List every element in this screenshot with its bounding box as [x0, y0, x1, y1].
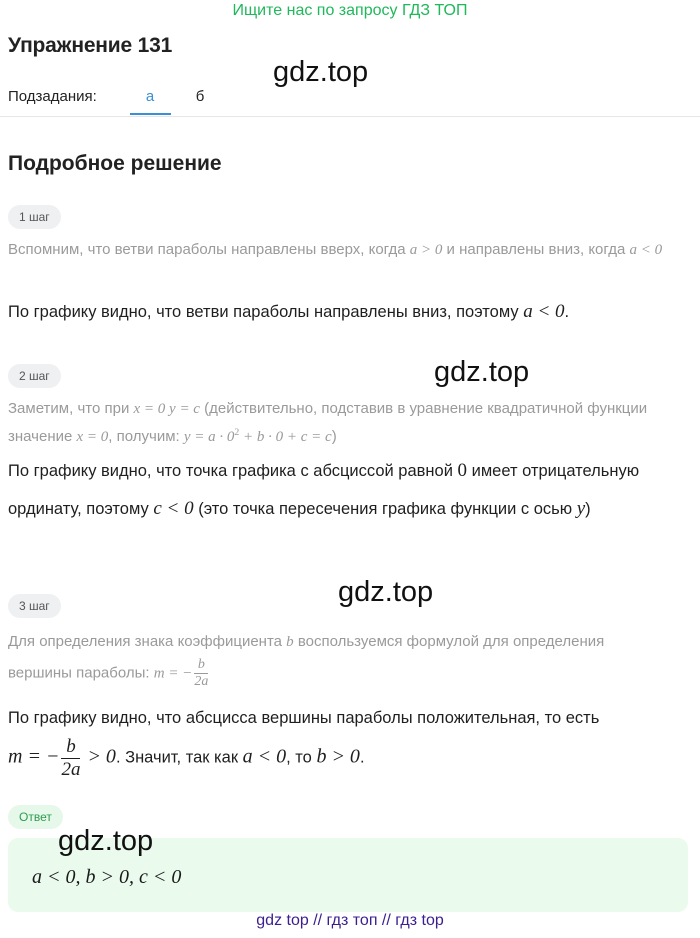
step-3-badge: 3 шаг — [8, 594, 61, 618]
step-3-text: По графику видно, что абсцисса вершины параболы положительная, то есть m = − $\frac{b}{2a}$ > 0. Значит, так как a < 0, то b > 0. — [8, 709, 600, 780]
bottom-links[interactable]: gdz top // гдз топ // гдз top — [256, 912, 444, 929]
top-banner-link[interactable]: Ищите нас по запросу ГДЗ ТОП — [232, 2, 468, 19]
step-1-badge: 1 шаг — [8, 205, 61, 229]
divider — [0, 116, 700, 117]
solution-heading: Подробное решение — [8, 152, 222, 175]
step-2-text: По графику видно, что точка графика с абсциссой равной 0 имеет отрицательную ординату, поэтому c < 0 (это точка пересечения графика функции с осью y) — [8, 460, 640, 519]
step-2-badge: 2 шаг — [8, 364, 61, 388]
active-tab-indicator — [130, 113, 171, 115]
step-3-hint: Для определения знака коэффициента b воспользуемся формулой для определения вершины параболы: m = − $\frac{b}{2a}$ — [8, 633, 605, 690]
watermark: gdz.top — [273, 56, 369, 88]
watermark: gdz.top — [338, 576, 434, 608]
subtask-tab-a[interactable]: а — [145, 88, 155, 105]
subtask-tab-b[interactable]: б — [195, 88, 205, 105]
step-1-hint: Вспомним, что ветви параболы направлены вверх, когда a > 0 и направлены вниз, когда a < 0 — [8, 241, 663, 258]
step-1-text: По графику видно, что ветви параболы направлены вниз, поэтому a < 0. — [8, 301, 570, 322]
step-2-hint: Заметим, что при x = 0 y = c (действительно, подставив в уравнение квадратичной функции значение x = 0, получим: $y = a \cdot 0^2 + b \cdot 0 + c = c$) — [8, 400, 648, 445]
watermark: gdz.top — [58, 825, 154, 857]
page-title: Упражнение 131 — [8, 34, 173, 57]
subtasks-label: Подзадания: — [8, 88, 97, 105]
answer-badge: Ответ — [8, 805, 63, 829]
answer-value: a < 0, b > 0, c < 0 — [32, 866, 182, 888]
watermark: gdz.top — [434, 356, 530, 388]
